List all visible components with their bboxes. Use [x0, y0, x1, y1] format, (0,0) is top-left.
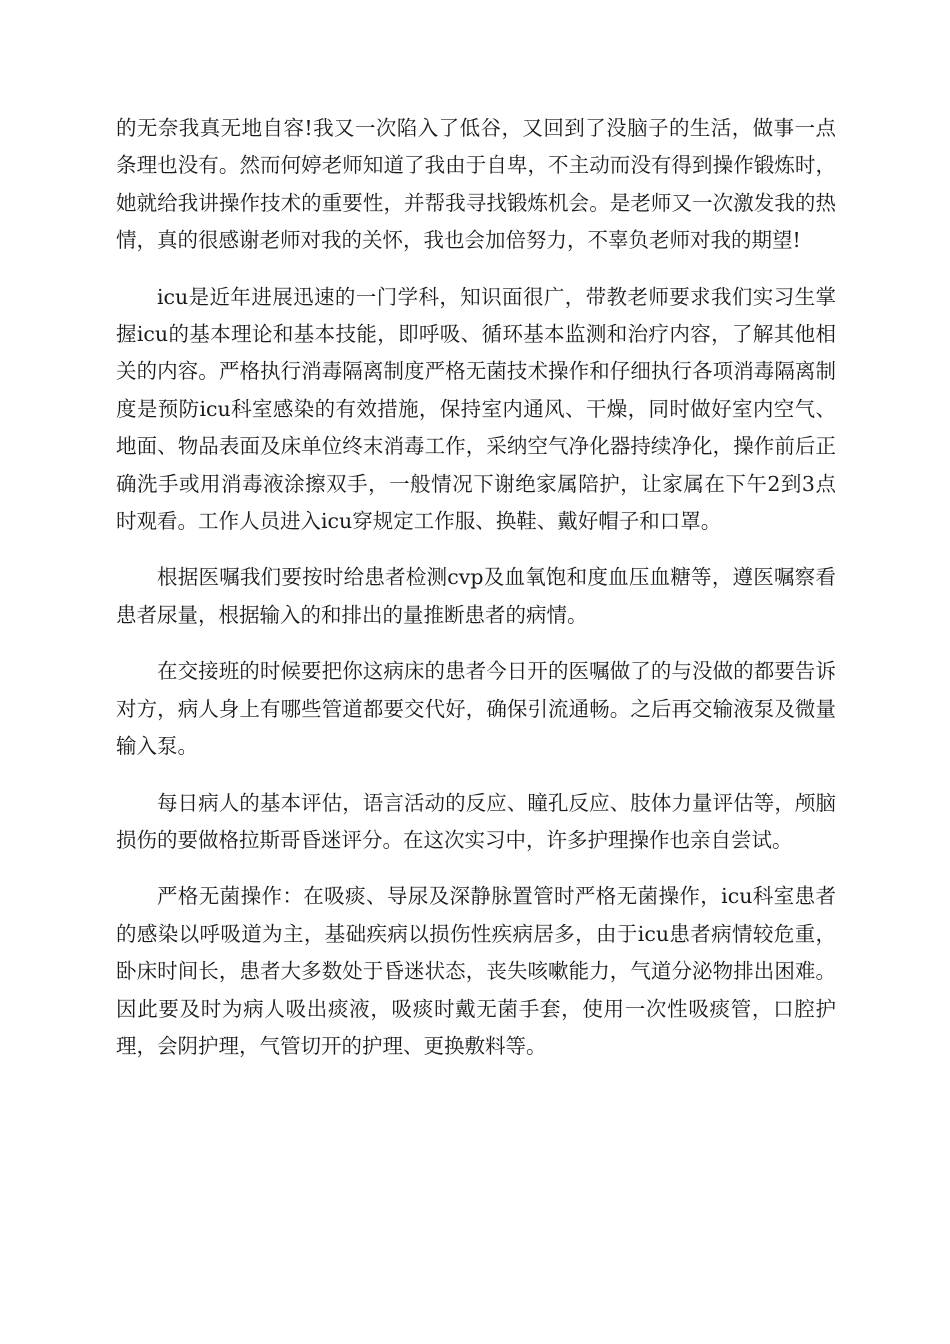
- paragraph-aseptic-operation: 严格无菌操作：在吸痰、导尿及深静脉置管时严格无菌操作，icu科室患者的感染以呼吸道为主，基础疾病以损伤性疾病居多，由于icu患者病情较危重，卧床时间长，患者大多数处于昏迷状态，丧失咳嗽能力，气道分泌物排出困难。因此要及时为病人吸出痰液，吸痰时戴无菌手套，使用一次性吸痰管，口腔护理，会阴护理，气管切开的护理、更换敷料等。: [116, 884, 836, 1058]
- paragraph-monitoring: 根据医嘱我们要按时给患者检测cvp及血氧饱和度血压血糖等，遵医嘱察看患者尿量，根据输入的和排出的量推断患者的病情。: [116, 565, 836, 627]
- paragraph-icu-overview: icu是近年进展迅速的一门学科，知识面很广，带教老师要求我们实习生掌握icu的基本理论和基本技能，即呼吸、循环基本监测和治疗内容，了解其他相关的内容。严格执行消毒隔离制度严格无菌技术操作和仔细执行各项消毒隔离制度是预防icu科室感染的有效措施，保持室内通风、干燥，同时做好室内空气、地面、物品表面及床单位终末消毒工作，采纳空气净化器持续净化，操作前后正确洗手或用消毒液涂擦双手，一般情况下谢绝家属陪护，让家属在下午2到3点时观看。工作人员进入icu穿规定工作服、换鞋、戴好帽子和口罩。: [116, 284, 836, 534]
- document-body: [116, 110, 836, 1084]
- paragraph-shift-handover: 在交接班的时候要把你这病床的患者今日开的医嘱做了的与没做的都要告诉对方，病人身上有哪些管道都要交代好，确保引流通畅。之后再交输液泵及微量输入泵。: [116, 659, 836, 759]
- paragraph-daily-assessment: 每日病人的基本评估，语言活动的反应、瞳孔反应、肢体力量评估等，颅脑损伤的要做格拉斯哥昏迷评分。在这次实习中，许多护理操作也亲自尝试。: [116, 790, 836, 852]
- paragraph-continuation: 的无奈我真无地自容!我又一次陷入了低谷，又回到了没脑子的生活，做事一点条理也没有。然而何婷老师知道了我由于自卑，不主动而没有得到操作锻炼时，她就给我讲操作技术的重要性，并帮我寻找锻炼机会。是老师又一次激发我的热情，真的很感谢老师对我的关怀，我也会加倍努力，不辜负老师对我的期望!: [116, 116, 836, 253]
